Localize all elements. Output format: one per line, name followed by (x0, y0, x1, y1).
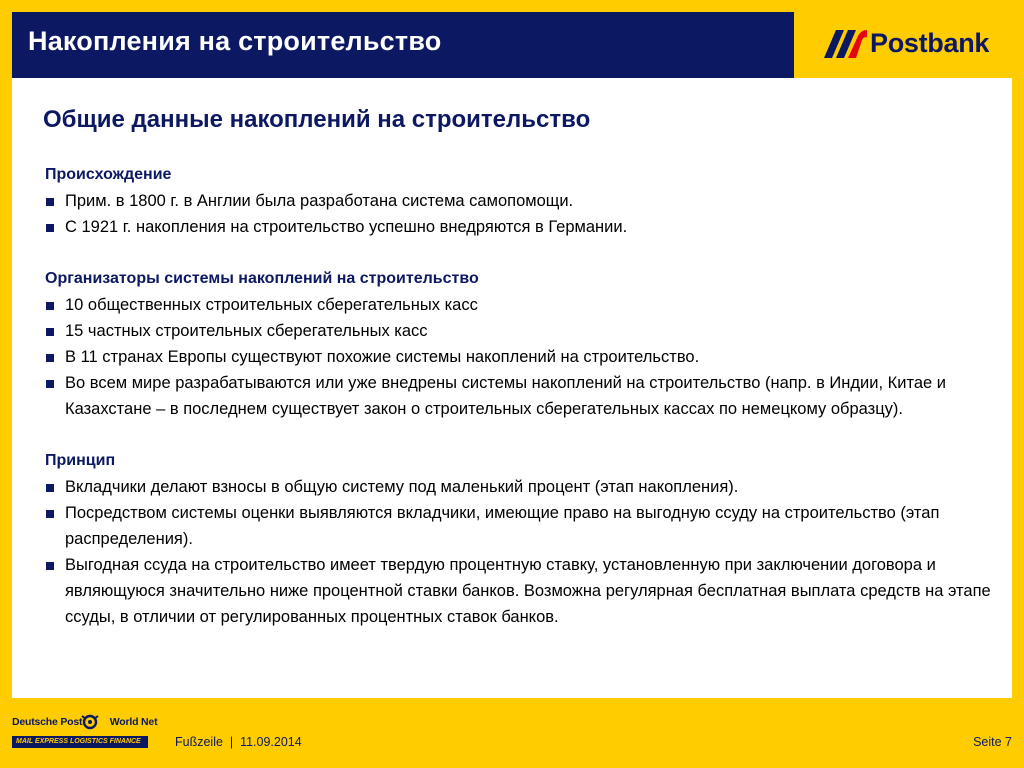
dp-worldnet: World Net (109, 716, 158, 728)
section-organizers (45, 266, 1005, 422)
list-item-text: С 1921 г. накопления на строительство успешно внедряются в Германии. (65, 218, 628, 236)
list-item (45, 214, 1005, 240)
page-number: Seite 7 (973, 735, 1012, 749)
header-bar (12, 12, 794, 78)
deutsche-post-logo (12, 716, 158, 752)
bullet-square-icon (46, 484, 54, 492)
bullet-square-icon (46, 354, 54, 362)
footer-text: Fußzeile | 11.09.2014 (175, 735, 302, 749)
list-item-text: Выгодная ссуда на строительство имеет твердую процентную ставку, установленную при заключении договора и являющуюся значительно ниже процентной ставки банков. Возможна регулярная бесплатная выплата средств на этапе ссуды, в отличии от регулированных процентных ставок банков. (65, 556, 991, 626)
list-item-text: Вкладчики делают взносы в общую систему под маленький процент (этап накопления). (65, 478, 739, 496)
postbank-logo-text: Postbank (870, 28, 990, 58)
bullet-square-icon (46, 562, 54, 570)
bullet-square-icon (46, 302, 54, 310)
bullet-list (45, 188, 1005, 240)
section-title: Принцип (45, 452, 116, 469)
list-item-text: В 11 странах Европы существуют похожие системы накоплений на строительство. (65, 348, 700, 366)
bullet-square-icon (46, 224, 54, 232)
section-principle (45, 448, 1005, 630)
content-title: Общие данные накоплений на строительство (43, 106, 591, 133)
postbank-logo-icon (822, 28, 868, 58)
postbank-logo (794, 12, 1012, 78)
list-item (45, 552, 1005, 630)
list-item (45, 188, 1005, 214)
list-item-text: Во всем мире разрабатываются или уже внедрены системы накоплений на строительство (напр. в Индии, Китае и Казахстане – в последнем существует закон о строительных сберегательных кассах по немецкому образцу). (65, 374, 946, 418)
bullet-list (45, 474, 1005, 630)
bullet-list (45, 292, 1005, 422)
content-panel (12, 78, 1012, 698)
list-item-text: Прим. в 1800 г. в Англии была разработана система самопомощи. (65, 192, 574, 210)
section-origin (45, 162, 1005, 240)
deutsche-post-tagline: MAIL EXPRESS LOGISTICS FINANCE (12, 736, 148, 748)
bullet-square-icon (46, 198, 54, 206)
slide-title: Накопления на строительство (28, 26, 442, 56)
list-item-text: 15 частных строительных сберегательных касс (65, 322, 428, 340)
section-title: Организаторы системы накоплений на строительство (45, 270, 479, 287)
list-item (45, 344, 1005, 370)
list-item (45, 292, 1005, 318)
bullet-square-icon (46, 328, 54, 336)
list-item (45, 370, 1005, 422)
list-item (45, 500, 1005, 552)
sections (45, 162, 1005, 656)
section-title: Происхождение (45, 166, 172, 183)
list-item-text: Посредством системы оценки выявляются вкладчики, имеющие право на выгодную ссуду на строительство (этап распределения). (65, 504, 940, 548)
post-horn-icon (80, 714, 100, 730)
list-item (45, 474, 1005, 500)
list-item (45, 318, 1005, 344)
list-item-text: 10 общественных строительных сберегательных касс (65, 296, 478, 314)
bullet-square-icon (46, 510, 54, 518)
bullet-square-icon (46, 380, 54, 388)
dp-name: Deutsche Post (12, 716, 83, 728)
